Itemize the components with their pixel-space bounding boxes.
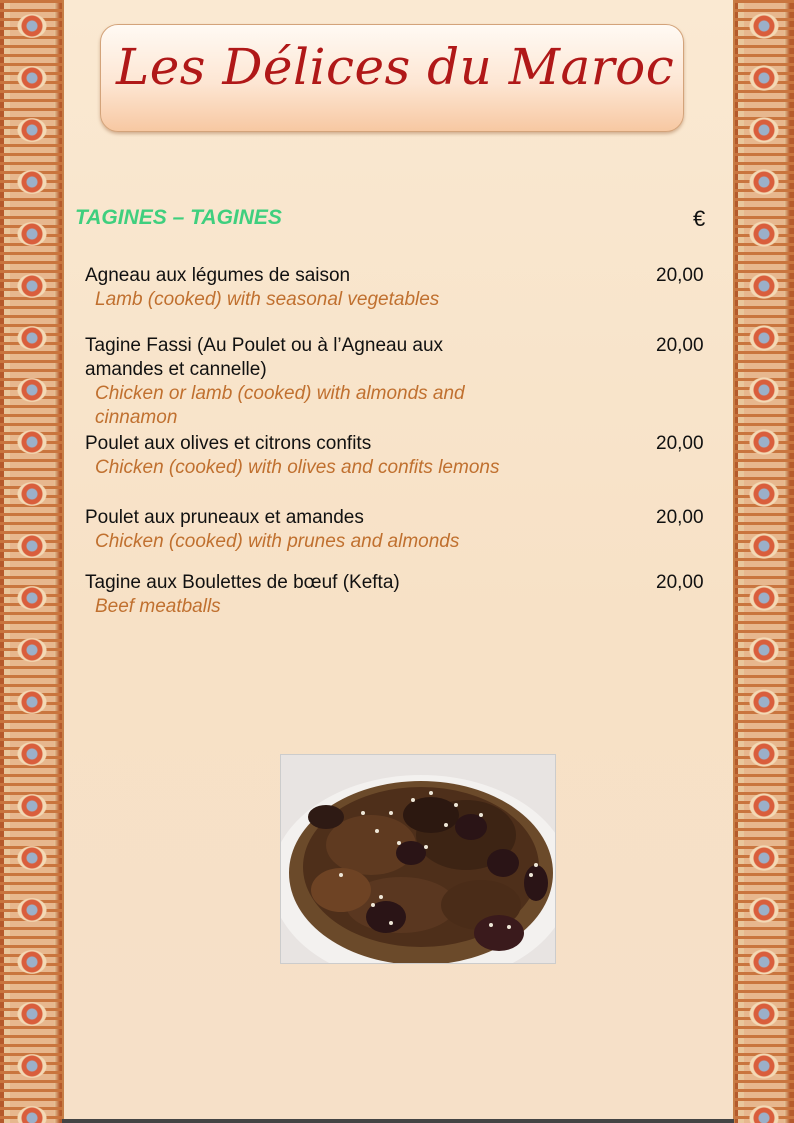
item-name-en: Chicken or lamb (cooked) with almonds and cinnamon (95, 383, 465, 428)
item-price: 20,00 (656, 572, 704, 593)
item-price: 20,00 (656, 433, 704, 454)
item-price: 20,00 (656, 265, 704, 286)
left-ornament-border (0, 0, 64, 1123)
item-name-fr: Poulet aux olives et citrons confits (85, 433, 372, 454)
item-name-en: Lamb (cooked) with seasonal vegetables (95, 289, 440, 310)
menu-item (85, 506, 715, 554)
item-name-fr: Poulet aux pruneaux et amandes (85, 507, 364, 528)
tagine-photo (280, 754, 556, 964)
item-name-en: Chicken (cooked) with prunes and almonds (95, 531, 460, 552)
menu-item (85, 264, 715, 312)
currency-symbol: € (693, 206, 706, 231)
right-border-line (733, 0, 735, 1123)
section-title: TAGINES – TAGINES (75, 206, 282, 229)
menu-item (85, 334, 715, 430)
menu-item (85, 571, 715, 619)
bottom-border-line (62, 1119, 734, 1123)
menu-item (85, 432, 715, 480)
item-price: 20,00 (656, 335, 704, 356)
item-price: 20,00 (656, 507, 704, 528)
item-name-fr: Tagine Fassi (Au Poulet ou à l’Agneau aux amandes et cannelle) (85, 335, 444, 380)
item-name-en: Chicken (cooked) with olives and confits lemons (95, 457, 500, 478)
item-name-en: Beef meatballs (95, 596, 221, 617)
left-border-line (62, 0, 64, 1123)
item-name-fr: Tagine aux Boulettes de bœuf (Kefta) (85, 572, 400, 593)
restaurant-title: Les Délices du Maroc (116, 38, 675, 96)
item-name-fr: Agneau aux légumes de saison (85, 265, 351, 286)
right-ornament-border (734, 0, 794, 1123)
tagine-photo-illustration (281, 755, 556, 964)
